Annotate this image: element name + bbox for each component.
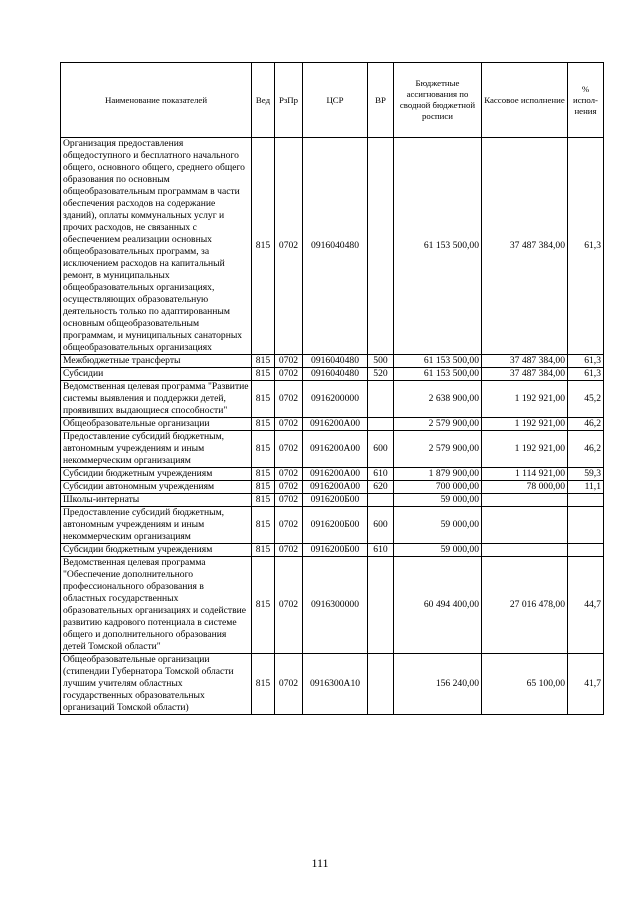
table-row <box>61 418 604 431</box>
table-row <box>61 368 604 381</box>
row-rzpr: 0702 <box>275 368 303 381</box>
row-vr: 500 <box>368 355 394 368</box>
row-pct: 41,7 <box>568 654 604 715</box>
row-name: Ведомственная целевая программа "Развитие системы выявления и поддержки детей, проявивших выдающиеся способности" <box>61 381 252 418</box>
row-vr <box>368 138 394 355</box>
table-row <box>61 544 604 557</box>
row-pct: 61,3 <box>568 368 604 381</box>
row-pct <box>568 507 604 544</box>
table-row <box>61 557 604 654</box>
row-rzpr: 0702 <box>275 544 303 557</box>
row-budget: 156 240,00 <box>394 654 482 715</box>
row-kassa <box>482 507 568 544</box>
row-csr: 0916200Б00 <box>303 494 368 507</box>
row-csr: 0916200А00 <box>303 481 368 494</box>
row-vr <box>368 418 394 431</box>
table-row <box>61 481 604 494</box>
row-rzpr: 0702 <box>275 654 303 715</box>
row-name: Общеобразовательные организации (стипендии Губернатора Томской области лучшим учителям областных государственных образовательных организаций Томской области) <box>61 654 252 715</box>
row-kassa: 1 192 921,00 <box>482 431 568 468</box>
row-rzpr: 0702 <box>275 481 303 494</box>
row-csr: 0916300А10 <box>303 654 368 715</box>
row-kassa: 65 100,00 <box>482 654 568 715</box>
row-name: Субсидии бюджетным учреждениям <box>61 544 252 557</box>
row-rzpr: 0702 <box>275 494 303 507</box>
row-rzpr: 0702 <box>275 507 303 544</box>
row-kassa <box>482 494 568 507</box>
row-vr: 600 <box>368 507 394 544</box>
row-name: Субсидии <box>61 368 252 381</box>
row-csr: 0916200А00 <box>303 418 368 431</box>
row-ved: 815 <box>252 431 275 468</box>
row-csr: 0916200000 <box>303 381 368 418</box>
row-ved: 815 <box>252 481 275 494</box>
row-csr: 0916200А00 <box>303 468 368 481</box>
row-pct: 59,3 <box>568 468 604 481</box>
row-rzpr: 0702 <box>275 468 303 481</box>
table-row <box>61 138 604 355</box>
header-rzpr: РзПр <box>275 63 303 138</box>
row-kassa: 1 114 921,00 <box>482 468 568 481</box>
header-budget: Бюджетные ассигнования по сводной бюджетной росписи <box>394 63 482 138</box>
row-kassa: 37 487 384,00 <box>482 368 568 381</box>
row-budget: 59 000,00 <box>394 544 482 557</box>
row-pct: 61,3 <box>568 138 604 355</box>
row-ved: 815 <box>252 418 275 431</box>
row-name: Предоставление субсидий бюджетным, автономным учреждениям и иным некоммерческим организациям <box>61 507 252 544</box>
row-vr: 600 <box>368 431 394 468</box>
row-vr <box>368 557 394 654</box>
row-pct: 61,3 <box>568 355 604 368</box>
row-name: Общеобразовательные организации <box>61 418 252 431</box>
row-budget: 2 579 900,00 <box>394 431 482 468</box>
row-vr <box>368 654 394 715</box>
row-kassa <box>482 544 568 557</box>
row-pct: 11,1 <box>568 481 604 494</box>
row-ved: 815 <box>252 368 275 381</box>
row-name: Предоставление субсидий бюджетным, автономным учреждениям и иным некоммерческим организациям <box>61 431 252 468</box>
page-number: 111 <box>311 856 329 870</box>
row-kassa: 1 192 921,00 <box>482 381 568 418</box>
row-pct: 46,2 <box>568 431 604 468</box>
row-ved: 815 <box>252 138 275 355</box>
row-ved: 815 <box>252 355 275 368</box>
row-vr: 610 <box>368 544 394 557</box>
row-rzpr: 0702 <box>275 138 303 355</box>
row-ved: 815 <box>252 494 275 507</box>
row-budget: 61 153 500,00 <box>394 138 482 355</box>
row-rzpr: 0702 <box>275 381 303 418</box>
row-pct: 46,2 <box>568 418 604 431</box>
row-csr: 0916040480 <box>303 138 368 355</box>
row-name: Субсидии автономным учреждениям <box>61 481 252 494</box>
row-budget: 59 000,00 <box>394 507 482 544</box>
row-kassa: 37 487 384,00 <box>482 138 568 355</box>
row-vr: 620 <box>368 481 394 494</box>
row-ved: 815 <box>252 557 275 654</box>
row-kassa: 27 016 478,00 <box>482 557 568 654</box>
header-pct: % испол-нения <box>568 63 604 138</box>
row-pct <box>568 494 604 507</box>
row-budget: 1 879 900,00 <box>394 468 482 481</box>
row-ved: 815 <box>252 507 275 544</box>
header-kassa: Кассовое исполнение <box>482 63 568 138</box>
budget-table <box>60 62 604 715</box>
row-csr: 0916200Б00 <box>303 544 368 557</box>
table-row <box>61 654 604 715</box>
row-budget: 59 000,00 <box>394 494 482 507</box>
row-name: Организация предоставления общедоступного и бесплатного начального общего, основного общего, среднего общего образования по основным общеобразовательным программам в части обеспечения расходов на содержание зданий), оплаты коммунальных услуг и прочих расходов, не связанных с обеспечением реализации основных общеобразовательных программ, за исключением расходов на капитальный ремонт, в муниципальных общеобразовательных организациях, осуществляющих образовательную деятельность только по адаптированным основным общеобразовательным программам, и муниципальных санаторных общеобразовательных организациях <box>61 138 252 355</box>
row-name: Субсидии бюджетным учреждениям <box>61 468 252 481</box>
row-csr: 0916200Б00 <box>303 507 368 544</box>
table-row <box>61 431 604 468</box>
row-budget: 700 000,00 <box>394 481 482 494</box>
table-row <box>61 355 604 368</box>
table-row <box>61 507 604 544</box>
row-budget: 2 638 900,00 <box>394 381 482 418</box>
header-name: Наименование показателей <box>61 63 252 138</box>
row-csr: 0916040480 <box>303 355 368 368</box>
table-row <box>61 494 604 507</box>
row-ved: 815 <box>252 381 275 418</box>
row-ved: 815 <box>252 468 275 481</box>
row-vr: 610 <box>368 468 394 481</box>
row-pct: 45,2 <box>568 381 604 418</box>
table-header-row <box>61 63 604 138</box>
row-name: Школы-интернаты <box>61 494 252 507</box>
table-row <box>61 468 604 481</box>
header-csr: ЦСР <box>303 63 368 138</box>
row-csr: 0916040480 <box>303 368 368 381</box>
row-name: Ведомственная целевая программа "Обеспечение дополнительного профессионального образования в областных государственных образовательных организациях и содействие развитию кадрового потенциала в системе общего и дополнительного образования детей Томской области" <box>61 557 252 654</box>
row-kassa: 78 000,00 <box>482 481 568 494</box>
row-pct: 44,7 <box>568 557 604 654</box>
row-budget: 2 579 900,00 <box>394 418 482 431</box>
row-rzpr: 0702 <box>275 355 303 368</box>
row-kassa: 37 487 384,00 <box>482 355 568 368</box>
row-vr <box>368 494 394 507</box>
row-kassa: 1 192 921,00 <box>482 418 568 431</box>
table-row <box>61 381 604 418</box>
row-vr: 520 <box>368 368 394 381</box>
row-budget: 61 153 500,00 <box>394 355 482 368</box>
header-ved: Вед <box>252 63 275 138</box>
row-budget: 61 153 500,00 <box>394 368 482 381</box>
row-rzpr: 0702 <box>275 418 303 431</box>
row-csr: 0916200А00 <box>303 431 368 468</box>
row-budget: 60 494 400,00 <box>394 557 482 654</box>
row-name: Межбюджетные трансферты <box>61 355 252 368</box>
row-pct <box>568 544 604 557</box>
row-rzpr: 0702 <box>275 557 303 654</box>
row-vr <box>368 381 394 418</box>
row-csr: 0916300000 <box>303 557 368 654</box>
header-vr: ВР <box>368 63 394 138</box>
row-ved: 815 <box>252 544 275 557</box>
row-ved: 815 <box>252 654 275 715</box>
row-rzpr: 0702 <box>275 431 303 468</box>
